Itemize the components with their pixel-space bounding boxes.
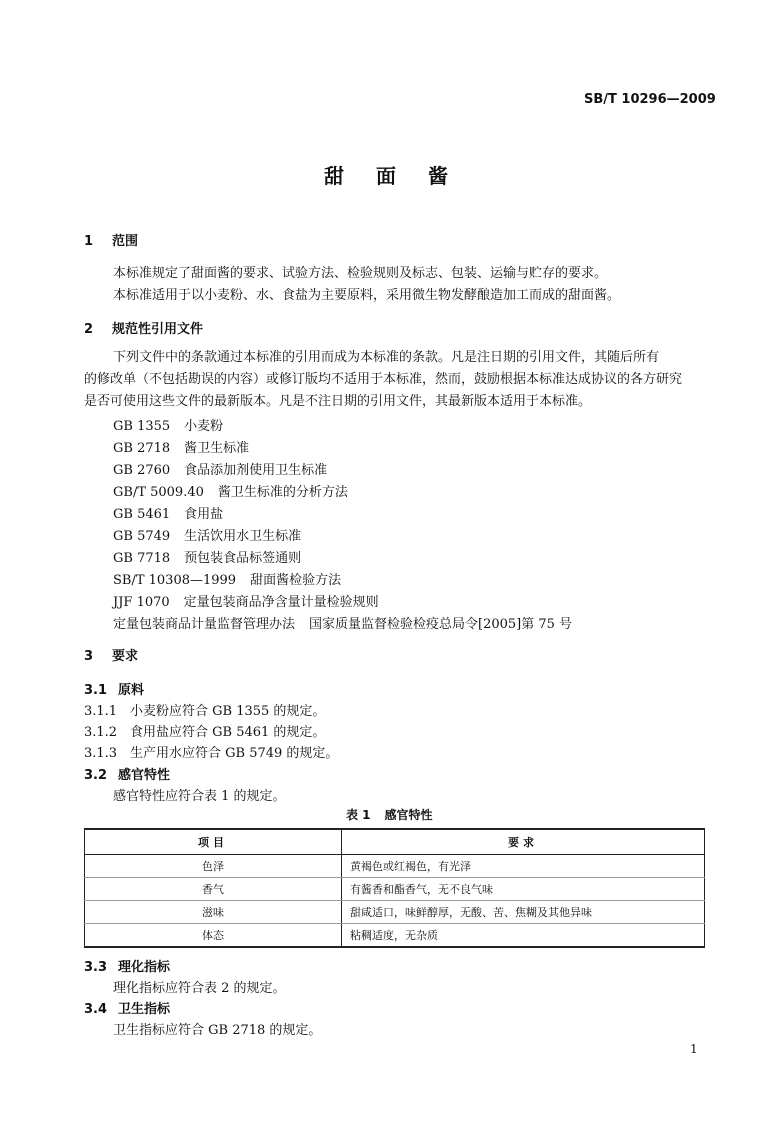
table-cell-item: 色泽 (85, 855, 342, 878)
table-header-row (85, 829, 705, 855)
clause-number: 3.1.1 (84, 704, 118, 719)
reference-title: 国家质量监督检验检疫总局令[2005]第 75 号 (309, 617, 573, 632)
table-row (85, 878, 705, 901)
subsection-title: 原料 (118, 683, 145, 698)
table-cell-requirement: 有酱香和酯香气，无不良气味 (342, 878, 705, 901)
table-title: 感官特性 (384, 808, 433, 822)
reference-code: GB 5461 (113, 507, 171, 522)
clause-text: 小麦粉应符合 GB 1355 的规定。 (130, 704, 326, 719)
section-1-heading (84, 230, 138, 249)
reference-item (113, 547, 301, 566)
clause-number: 3.1.2 (84, 725, 118, 740)
reference-code: GB/T 5009.40 (113, 485, 204, 500)
subsection-3-1-heading (84, 679, 144, 698)
reference-code: GB 2760 (113, 463, 171, 478)
paragraph: 卫生指标应符合 GB 2718 的规定。 (113, 1023, 322, 1038)
document-title: 甜面酱 (324, 164, 480, 188)
subsection-title: 感官特性 (118, 768, 171, 783)
table-cell-item: 香气 (85, 878, 342, 901)
clause (84, 700, 325, 719)
reference-title: 酱卫生标准 (184, 441, 250, 456)
reference-item (113, 437, 249, 456)
section-number: 2 (84, 322, 94, 337)
table-row (85, 855, 705, 878)
reference-title: 小麦粉 (184, 419, 224, 434)
paragraph-line: 下列文件中的条款通过本标准的引用而成为本标准的条款。凡是注日期的引用文件，其随后所有 (113, 350, 660, 365)
reference-code: GB 1355 (113, 419, 171, 434)
clause-number: 3.1.3 (84, 746, 118, 761)
table-number: 表 1 (346, 808, 371, 822)
paragraph: 本标准适用于以小麦粉、水、食盐为主要原料，采用微生物发酵酿造加工而成的甜面酱。 (113, 288, 621, 303)
reference-title: 甜面酱检验方法 (250, 573, 342, 588)
standard-code: SB/T 10296—2009 (584, 92, 716, 107)
subsection-number: 3.2 (84, 768, 108, 783)
section-title: 要求 (112, 649, 139, 664)
section-number: 1 (84, 234, 94, 249)
references-intro (84, 347, 712, 413)
table-cell-item: 滋味 (85, 901, 342, 924)
reference-item (113, 481, 348, 500)
reference-title: 预包装食品标签通则 (184, 551, 302, 566)
subsection-title: 理化指标 (118, 960, 171, 975)
clause (84, 721, 325, 740)
paragraph: 理化指标应符合表 2 的规定。 (113, 981, 286, 996)
subsection-3-2-heading (84, 764, 170, 783)
reference-title: 生活饮用水卫生标准 (184, 529, 302, 544)
reference-code: 定量包装商品计量监督管理办法 (113, 617, 296, 632)
reference-item (113, 591, 379, 610)
table-row (85, 924, 705, 948)
column-header-requirement: 要求 (342, 829, 705, 855)
paragraph: 感官特性应符合表 1 的规定。 (113, 789, 286, 804)
section-number: 3 (84, 649, 94, 664)
clause (84, 742, 338, 761)
table-cell-requirement: 甜咸适口，味鲜醇厚，无酸、苦、焦糊及其他异味 (342, 901, 705, 924)
table-cell-requirement: 粘稠适度，无杂质 (342, 924, 705, 948)
table-cell-item: 体态 (85, 924, 342, 948)
reference-title: 食用盐 (184, 507, 224, 522)
section-2-heading (84, 318, 203, 337)
subsection-number: 3.4 (84, 1002, 108, 1017)
reference-code: JJF 1070 (113, 595, 170, 610)
section-title: 范围 (112, 234, 139, 249)
table-caption (346, 806, 433, 823)
reference-item (113, 525, 301, 544)
paragraph: 本标准规定了甜面酱的要求、试验方法、检验规则及标志、包装、运输与贮存的要求。 (113, 266, 608, 281)
table-row (85, 901, 705, 924)
section-3-heading (84, 645, 138, 664)
clause-text: 食用盐应符合 GB 5461 的规定。 (130, 725, 326, 740)
paragraph-line: 是否可使用这些文件的最新版本。凡是不注日期的引用文件，其最新版本适用于本标准。 (84, 394, 592, 409)
reference-item (113, 415, 223, 434)
reference-code: GB 2718 (113, 441, 171, 456)
subsection-3-3-heading (84, 956, 170, 975)
reference-code: GB 5749 (113, 529, 171, 544)
paragraph-line: 的修改单（不包括勘误的内容）或修订版均不适用于本标准，然而，鼓励根据本标准达成协议的各方研究 (84, 372, 683, 387)
reference-title: 酱卫生标准的分析方法 (217, 485, 348, 500)
subsection-number: 3.3 (84, 960, 108, 975)
reference-title: 定量包装商品净含量计量检验规则 (183, 595, 379, 610)
page-number: 1 (690, 1042, 698, 1056)
reference-item (113, 569, 341, 588)
table-cell-requirement: 黄褐色或红褐色，有光泽 (342, 855, 705, 878)
subsection-3-4-heading (84, 998, 170, 1017)
reference-title: 食品添加剂使用卫生标准 (184, 463, 328, 478)
reference-item (113, 503, 223, 522)
clause-text: 生产用水应符合 GB 5749 的规定。 (130, 746, 339, 761)
sensory-table (84, 828, 705, 948)
reference-code: SB/T 10308—1999 (113, 573, 237, 588)
subsection-number: 3.1 (84, 683, 108, 698)
reference-code: GB 7718 (113, 551, 171, 566)
subsection-title: 卫生指标 (118, 1002, 171, 1017)
column-header-item: 项目 (85, 829, 342, 855)
reference-item (113, 459, 327, 478)
section-title: 规范性引用文件 (112, 322, 204, 337)
reference-item (113, 613, 572, 632)
